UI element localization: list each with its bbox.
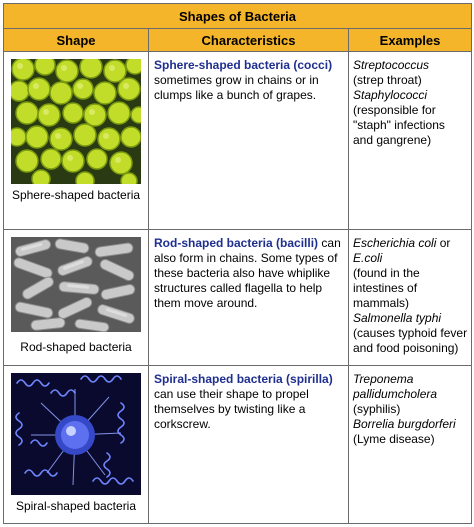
example-strep-throat: (strep throat) (353, 73, 422, 87)
header-shape: Shape (4, 29, 149, 52)
bacteria-name-cocci: Sphere-shaped bacteria (cocci) (154, 58, 333, 72)
example-syphilis: (syphilis) (353, 402, 401, 416)
table-row-spirilla (4, 366, 472, 524)
shape-cell-spirilla (4, 366, 149, 524)
example-lyme-disease: (Lyme disease) (353, 432, 435, 446)
bacteria-name-bacilli: Rod-shaped bacteria (bacilli) (154, 236, 319, 250)
example-treponema: Treponema pallidumcholera (353, 372, 438, 401)
header-examples: Examples (349, 29, 472, 52)
cocci-image (11, 59, 141, 184)
header-row (4, 29, 472, 52)
example-salmonella-note: (causes typhoid fever and food poisoning) (353, 326, 468, 355)
title-row (4, 4, 472, 29)
table-row-cocci (4, 52, 472, 230)
shape-caption-spirilla: Spiral-shaped bacteria (15, 499, 137, 513)
shape-cell-bacilli (4, 230, 149, 366)
examples-cell-bacilli (349, 230, 472, 366)
bacilli-image (11, 237, 141, 332)
spirilla-image (11, 373, 141, 495)
bacteria-shapes-table (3, 3, 472, 524)
example-or: or (439, 236, 451, 250)
bacteria-table-container (3, 3, 471, 524)
examples-cell-cocci (349, 52, 472, 230)
shape-cell-cocci (4, 52, 149, 230)
shape-caption-cocci: Sphere-shaped bacteria (11, 188, 141, 202)
description-spirilla: can use their shape to propel themselves by twisting like a corkscrew. (154, 387, 309, 431)
bacteria-name-spirilla: Spiral-shaped bacteria (spirilla) (154, 372, 333, 386)
description-bacilli: can also form in chains. Some types of these bacteria also have whiplike structures called flagella to help them move around. (154, 236, 341, 310)
table-row-bacilli (4, 230, 472, 366)
characteristics-cell-spirilla (149, 366, 349, 524)
example-e-coli: E.coli (353, 251, 383, 265)
example-escherichia-coli: Escherichia coli (353, 236, 437, 250)
example-salmonella-typhi: Salmonella typhi (353, 311, 442, 325)
example-e-coli-note: (found in the intestines of mammals) (353, 266, 420, 310)
examples-cell-spirilla (349, 366, 472, 524)
table-title: Shapes of Bacteria (4, 4, 472, 29)
example-streptococcus: Streptococcus (353, 58, 430, 72)
example-staphylococci: Staphylococci (353, 88, 428, 102)
header-characteristics: Characteristics (149, 29, 349, 52)
shape-caption-bacilli: Rod-shaped bacteria (20, 340, 132, 354)
example-staph-note: (responsible for "staph" infections and gangrene) (353, 103, 445, 147)
example-borrelia: Borrelia burgdorferi (353, 417, 456, 431)
description-cocci: sometimes grow in chains or in clumps like a bunch of grapes. (154, 73, 319, 102)
characteristics-cell-bacilli (149, 230, 349, 366)
characteristics-cell-cocci (149, 52, 349, 230)
